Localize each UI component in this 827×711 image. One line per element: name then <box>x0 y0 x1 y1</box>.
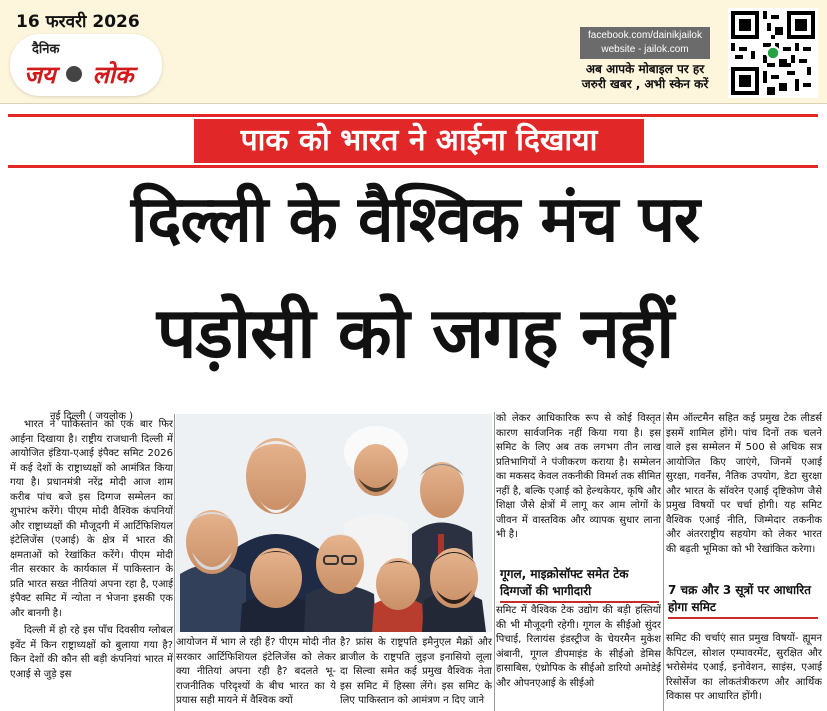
logo <box>10 34 162 96</box>
paragraph: दिल्ली में हो रहे इस पाँच दिवसीय ग्लोबल इवेंट में किन राष्ट्राध्यक्षों को बुलाया गया है? किन देशों की कौन सी बड़ी कंपनियां भारत में एआई से जुड़े इस <box>10 625 173 680</box>
article-column-2: आयोजन में भाग ले रही हैं? पीएम मोदी नीत सरकार आर्टिफिशियल इंटेलिजेंस को लेकर क्या नीतियां अपना रही है? बदलते भू-राजनीतिक परिदृश्यों के बीच भारत का ये प्रयास सही मायने में वैश्विक क्यों <box>176 637 336 706</box>
scan-prompt <box>560 62 730 92</box>
article-column-3b: समिट में वैश्विक टेक उद्योग की बड़ी हस्तियों की भी मौजूदगी रहेगी। गूगल के सीईओ सुंदर पिचाई, रिलायंस इंडस्ट्रीज के चेयरमैन मुकेश अंबानी, गूगल डीपमाइंड के सीईओ डेमिस हासाबिस, एंथ्रोपिक के सीईओ डारियो अमोडेई और ओपनएआई के सीईओ <box>496 605 661 689</box>
contact-box <box>580 27 710 59</box>
logo-tagline: दैनिक <box>32 42 60 57</box>
article-column-3: को लेकर आधिकारिक रूप से कोई विस्तृत कारण सार्वजनिक नहीं किया गया है। इस समिट के लिए अब तक लगभग तीन लाख प्रतिभागियों ने पंजीकरण कराया है। सम्मेलन का मकसद केवल तकनीकी विमर्श तक सीमित नहीं है, बल्कि एआई को हेल्थकेयर, कृषि और शिक्षा जैसे क्षेत्रों में लागू कर आम लोगों के जीवन में वास्तविक और व्यापक सुधार लाना भी है। <box>496 413 661 540</box>
subheading-tech-giants: गूगल, माइक्रोसॉफ्ट समेत टेक दिग्गजों की भागीदारी <box>500 567 629 598</box>
column-divider <box>494 412 495 711</box>
column-divider <box>174 414 175 711</box>
headline-line-2: पड़ोसी को जगह नहीं <box>156 292 674 374</box>
column-divider <box>663 412 664 711</box>
logo-wordmark <box>24 58 133 91</box>
leaders-photo-collage <box>176 414 492 632</box>
subheading-rule <box>500 601 659 603</box>
logo-word-left: जय <box>24 60 56 89</box>
dateline: नई दिल्ली ( जयलोक ) <box>50 411 134 422</box>
logo-word-right: लोक <box>92 60 134 89</box>
scan-line-1: अब आपके मोबाइल पर हर <box>585 62 705 76</box>
issue-date: 16 फरवरी 2026 <box>16 12 140 32</box>
subheading-seven-chakras: 7 चक्र और 3 सूत्रों पर आधारित होगा समिट <box>668 583 811 614</box>
paragraph: भारत ने पाकिस्तान को एक बार फिर आईना दिखाया है। राष्ट्रीय राजधानी दिल्ली में आयोजित इंडिया-एआई इंपैक्ट समिट 2026 में कई देशों के राष्ट्राध्यक्षों को आमंत्रित किया गया है। प्रधानमंत्री नरेंद्र मोदी आज शाम करीब पांच बजे इस दिग्गज सम्मेलन का शुभारंभ करेंगे। पीएम मोदी वैश्विक कंपनियों और राष्ट्राध्यक्षों की मौजूदगी में आर्टिफिशियल इंटेलिजेंस (एआई) के क्षेत्र में भारत की क्षमताओं को रेखांकित करेंगे। पीएम मोदी नीत सरकार के कार्यकाल में पाकिस्तान के प्रति भारत सख्त नीतियां अपना रहा है, एआई इंपैक्ट समिट में न्योता न भेजना इसकी एक और बानगी है। <box>10 419 173 619</box>
masthead <box>0 0 827 104</box>
kicker-strip <box>8 114 818 168</box>
website-link[interactable]: website - jailok.com <box>601 44 689 55</box>
kicker-text: पाक को भारत ने आईना दिखाया <box>240 123 598 158</box>
qr-code-icon[interactable] <box>728 8 818 98</box>
headline-line-1: दिल्ली के वैश्विक मंच पर <box>130 183 700 257</box>
globe-icon <box>66 66 82 82</box>
article-column-4: सैम ऑल्टमैन सहित कई प्रमुख टेक लीडर्स इसमें शामिल होंगे। पांच दिनों तक चलने वाले इस सम्मेलन में 500 से अधिक सत्र आयोजित किए जाएंगे, जिनमें एआई सुरक्षा, गवर्नेंस, नैतिक उपयोग, डेटा सुरक्षा और भारत के सॉवरेन एआई दृष्टिकोण जैसे प्रमुख विषयों पर चर्चा होगी। यह समिट वैश्विक एआई नीति, जिम्मेदार तकनीक और अंतरराष्ट्रीय सहयोग को लेकर भारत की बढ़ती भूमिका को भी रेखांकित करेगा। <box>666 413 822 555</box>
facebook-link[interactable]: facebook.com/dainikjailok <box>588 30 702 41</box>
scan-line-2: जरुरी खबर , अभी स्केन करें <box>581 77 709 91</box>
kicker-band <box>194 119 644 163</box>
subheading-rule <box>668 617 818 619</box>
article-column-1 <box>10 418 173 711</box>
article-column-4b: समिट की चर्चाएं सात प्रमुख विषयों- ह्यूमन कैपिटल, सोशल एम्पावरमेंट, सुरक्षित और भरोसेमंद एआई, इनोवेशन, साइंस, एआई रिसोर्सेज का लोकतंत्रीकरण और आर्थिक विकास पर आधारित होंगी। <box>666 633 822 702</box>
article-column-2b: है? फ्रांस के राष्ट्रपति इमैनुएल मैक्रों और ब्राजील के राष्ट्रपति लुइज इनासियो लूला दा सिल्वा समेत कई प्रमुख वैश्विक नेता इस समिट में हिस्सा लेंगे। इस समिट के लिए पाकिस्तान को आमंत्रण न दिए जाने <box>340 637 492 706</box>
